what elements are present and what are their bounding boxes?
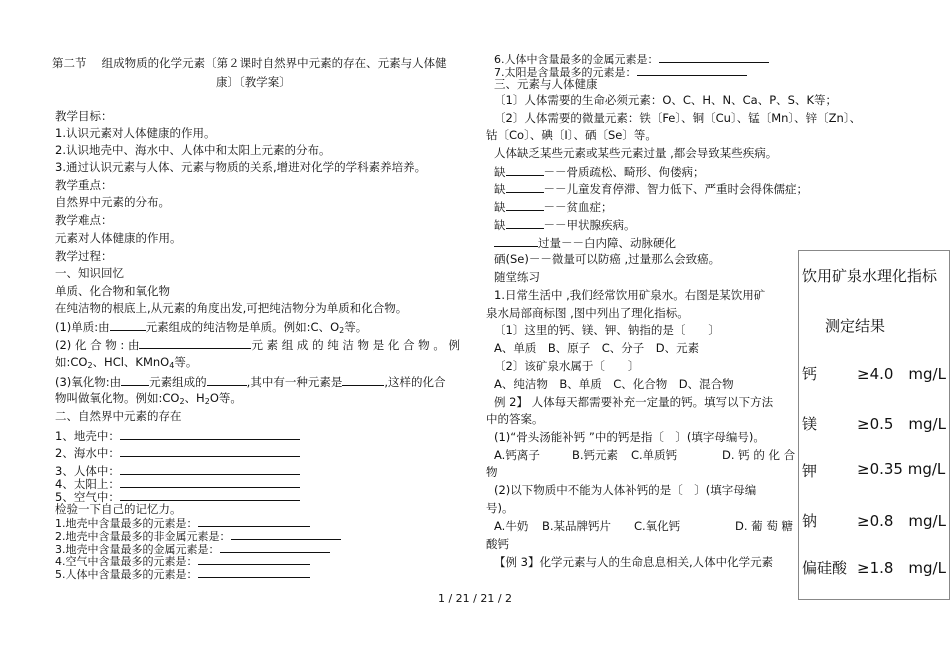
answer-blank[interactable] [121, 374, 149, 386]
def-element: (1)单质:由 元素组成的纯洁物是单质。例如:C、$O_2$等。 [55, 320, 368, 335]
answer-blank[interactable] [506, 164, 544, 176]
practice-1-options-2: A、纯洁物 B、单质 C、化合物 D、混合物 [494, 377, 734, 391]
answer-blank[interactable] [139, 337, 251, 349]
practice-heading: 随堂练习 [494, 270, 540, 284]
quiz-6: 6.人体中含量最多的金属元素是： [494, 51, 769, 67]
label-row-name: 钙 [802, 365, 818, 383]
quiz-3: 3.地壳中含量最多的金属元素是： [55, 541, 330, 557]
deficiency-intro: 人体缺乏某些元素或某些元素过量 ,都会导致某些疾病。 [494, 146, 778, 160]
section-3-heading: 三、元素与人体健康 [494, 77, 598, 91]
example-2-option-b: B.钙元素 [572, 448, 619, 462]
label-row-value: ≥0.5 mg/L [857, 415, 946, 433]
label-subheading: 测定结果 [825, 317, 886, 335]
goals-heading: 教学目标： [55, 109, 113, 123]
section-1-text: 在纯洁物的根底上,从元素的角度出发,可把纯洁物分为单质和化合物。 [55, 301, 408, 315]
sun-line: 4、太阳上： [55, 476, 300, 492]
label-row-value: ≥4.0 mg/L [857, 365, 946, 383]
def-oxide-cont: 物叫做氧化物。例如$:CO_2$、$H_2O$等。 [55, 391, 242, 406]
example-2-option-d: D. 钙 的 化 合 [722, 448, 796, 462]
answer-blank[interactable] [120, 476, 300, 488]
label-row-name: 偏硅酸 [802, 559, 848, 577]
def-compound: (2) 化 合 物 : 由 元 素 组 成 的 纯 洁 物 是 化 合 物 。 例 [55, 338, 460, 352]
practice-1-q2: 〔2〕该矿泉水属于〔 〕 [494, 359, 640, 373]
essential-elements: 〔1〕人体需要的生命必须元素：O、C、H、N、Ca、P、S、K等； [494, 93, 837, 107]
quiz-4: 4.空气中含量最多的元素是： [55, 553, 310, 569]
label-row-value: ≥0.35 mg/L [857, 460, 946, 478]
example-3: 【例 3】化学元素与人的生命息息相关,人体中化学元素 [494, 555, 774, 569]
answer-blank[interactable] [110, 319, 146, 331]
trace-elements-cont: 钴〔Co〕、碘〔I〕、硒〔Se〕等。 [486, 128, 657, 142]
answer-blank[interactable] [231, 528, 341, 540]
example-2-cont: 中的答案。 [486, 412, 544, 426]
label-row-name: 镁 [802, 415, 818, 433]
answer-blank[interactable] [198, 566, 310, 578]
answer-blank[interactable] [198, 553, 310, 565]
def-oxide: (3)氧化物:由 元素组成的 ,其中有一种元素是 ,这样的化合 [55, 375, 446, 389]
deficiency-3: 缺 －－贫血症； [494, 200, 613, 214]
example-2-q2-option-d: D. 葡 萄 糖 [735, 519, 793, 533]
section-2-heading: 二、自然界中元素的存在 [55, 409, 182, 423]
answer-blank[interactable] [207, 374, 247, 386]
example-2-q2-option-c: C.氧化钙 [634, 519, 681, 533]
key-heading: 教学重点： [55, 178, 113, 192]
example-2-q2-option-d-cont: 酸钙 [486, 537, 509, 551]
label-row-name: 钾 [802, 462, 818, 480]
example-2-q2: (2)以下物质中不能为人体补钙的是〔 〕(填字母编 [494, 483, 757, 497]
answer-blank[interactable] [120, 489, 300, 501]
answer-blank[interactable] [637, 64, 747, 76]
example-2-option-d-cont: 物 [486, 465, 498, 479]
difficulty-heading: 教学难点： [55, 213, 113, 227]
section-1-heading: 一、知识回忆 [55, 266, 124, 280]
answer-blank[interactable] [120, 445, 300, 457]
quiz-7: 7.太阳是含量最多的元素是： [494, 64, 747, 80]
mineral-water-label [798, 250, 950, 600]
quiz-1: 1.地壳中含量最多的元素是： [55, 515, 310, 531]
difficulty-point: 元素对人体健康的作用。 [55, 231, 182, 245]
example-2-q2-cont: 号)。 [486, 501, 514, 515]
deficiency-4: 缺 －－甲状腺疾病。 [494, 218, 636, 232]
example-2-option-c: C.单质钙 [631, 448, 678, 462]
example-2-q2-option-b: B.某品牌钙片 [542, 519, 612, 533]
selenium-line: 硒(Se)－－微量可以防癌 ,过量那么会致癌。 [494, 252, 721, 266]
seawater-line: 2、海水中： [55, 445, 300, 461]
section-title-cont: 康〕〔教学案〕 [216, 75, 291, 89]
section-title: 第二节 组成物质的化学元素〔第２课时自然界中元素的存在、元素与人体健 [52, 56, 447, 70]
answer-blank[interactable] [506, 181, 544, 193]
example-2-q2-option-a: A.牛奶 [494, 519, 529, 533]
deficiency-2: 缺 －－儿童发育停滞、智力低下、严重时会得侏儒症； [494, 182, 808, 196]
answer-blank[interactable] [494, 235, 538, 247]
crust-line: 1、地壳中： [55, 428, 300, 444]
label-heading: 饮用矿泉水理化指标 [802, 267, 938, 285]
example-2-option-a: A.钙离子 [494, 448, 540, 462]
label-row-value: ≥0.8 mg/L [857, 512, 946, 530]
label-row-value: ≥1.8 mg/L [857, 559, 946, 577]
check-heading: 检验一下自己的记忆力。 [55, 502, 182, 516]
quiz-2: 2.地壳中含量最多的非金属元素是： [55, 528, 341, 544]
example-2: 例 2】 人体每天都需要补充一定量的钙。填写以下方法 [494, 395, 774, 409]
goal-3: 3.通过认识元素与人体、元素与物质的关系,增进对化学的学科素养培养。 [55, 160, 427, 174]
quiz-5: 5.人体中含量最多的元素是： [55, 566, 310, 582]
trace-elements: 〔2〕人体需要的微量元素：铁〔Fe〕、铜〔Cu〕、锰〔Mn〕、锌〔Zn〕、 [494, 111, 862, 125]
deficiency-1: 缺 －－骨质疏松、畸形、佝偻病； [494, 165, 705, 179]
air-line: 5、空气中： [55, 489, 300, 505]
answer-blank[interactable] [120, 463, 300, 475]
practice-1: 1.日常生活中 ,我们经常饮用矿泉水。右图是某饮用矿 [494, 288, 766, 302]
practice-1-options-1: A、单质 B、原子 C、分子 D、元素 [494, 341, 700, 355]
page-indicator: 1 / 21 / 21 / 2 [437, 592, 513, 605]
answer-blank[interactable] [342, 374, 384, 386]
answer-blank[interactable] [659, 51, 769, 63]
answer-blank[interactable] [198, 515, 310, 527]
answer-blank[interactable] [506, 217, 544, 229]
excess-line: 过量－－白内障、动脉硬化 [494, 235, 676, 251]
answer-blank[interactable] [120, 428, 300, 440]
process-heading: 教学过程： [55, 249, 113, 263]
label-row-name: 钠 [802, 512, 818, 530]
body-line: 3、人体中： [55, 463, 300, 479]
practice-1-q1: 〔1〕这里的钙、镁、钾、钠指的是〔 〕 [494, 323, 720, 337]
section-1-sub: 单质、化合物和氧化物 [55, 284, 170, 298]
answer-blank[interactable] [506, 199, 544, 211]
practice-1-cont: 泉水局部商标图 ,图中列出了理化指标。 [486, 306, 689, 320]
example-2-q1: (1)“骨头汤能补钙 ”中的钙是指〔 〕(填字母编号)。 [494, 430, 765, 444]
key-point: 自然界中元素的分布。 [55, 195, 170, 209]
goal-1: 1.认识元素对人体健康的作用。 [55, 126, 216, 140]
goal-2: 2.认识地壳中、海水中、人体中和太阳上元素的分布。 [55, 143, 331, 157]
answer-blank[interactable] [220, 541, 330, 553]
def-compound-cont: 如$:CO_2$、HCl、KMnO$_4$等。 [55, 355, 198, 370]
